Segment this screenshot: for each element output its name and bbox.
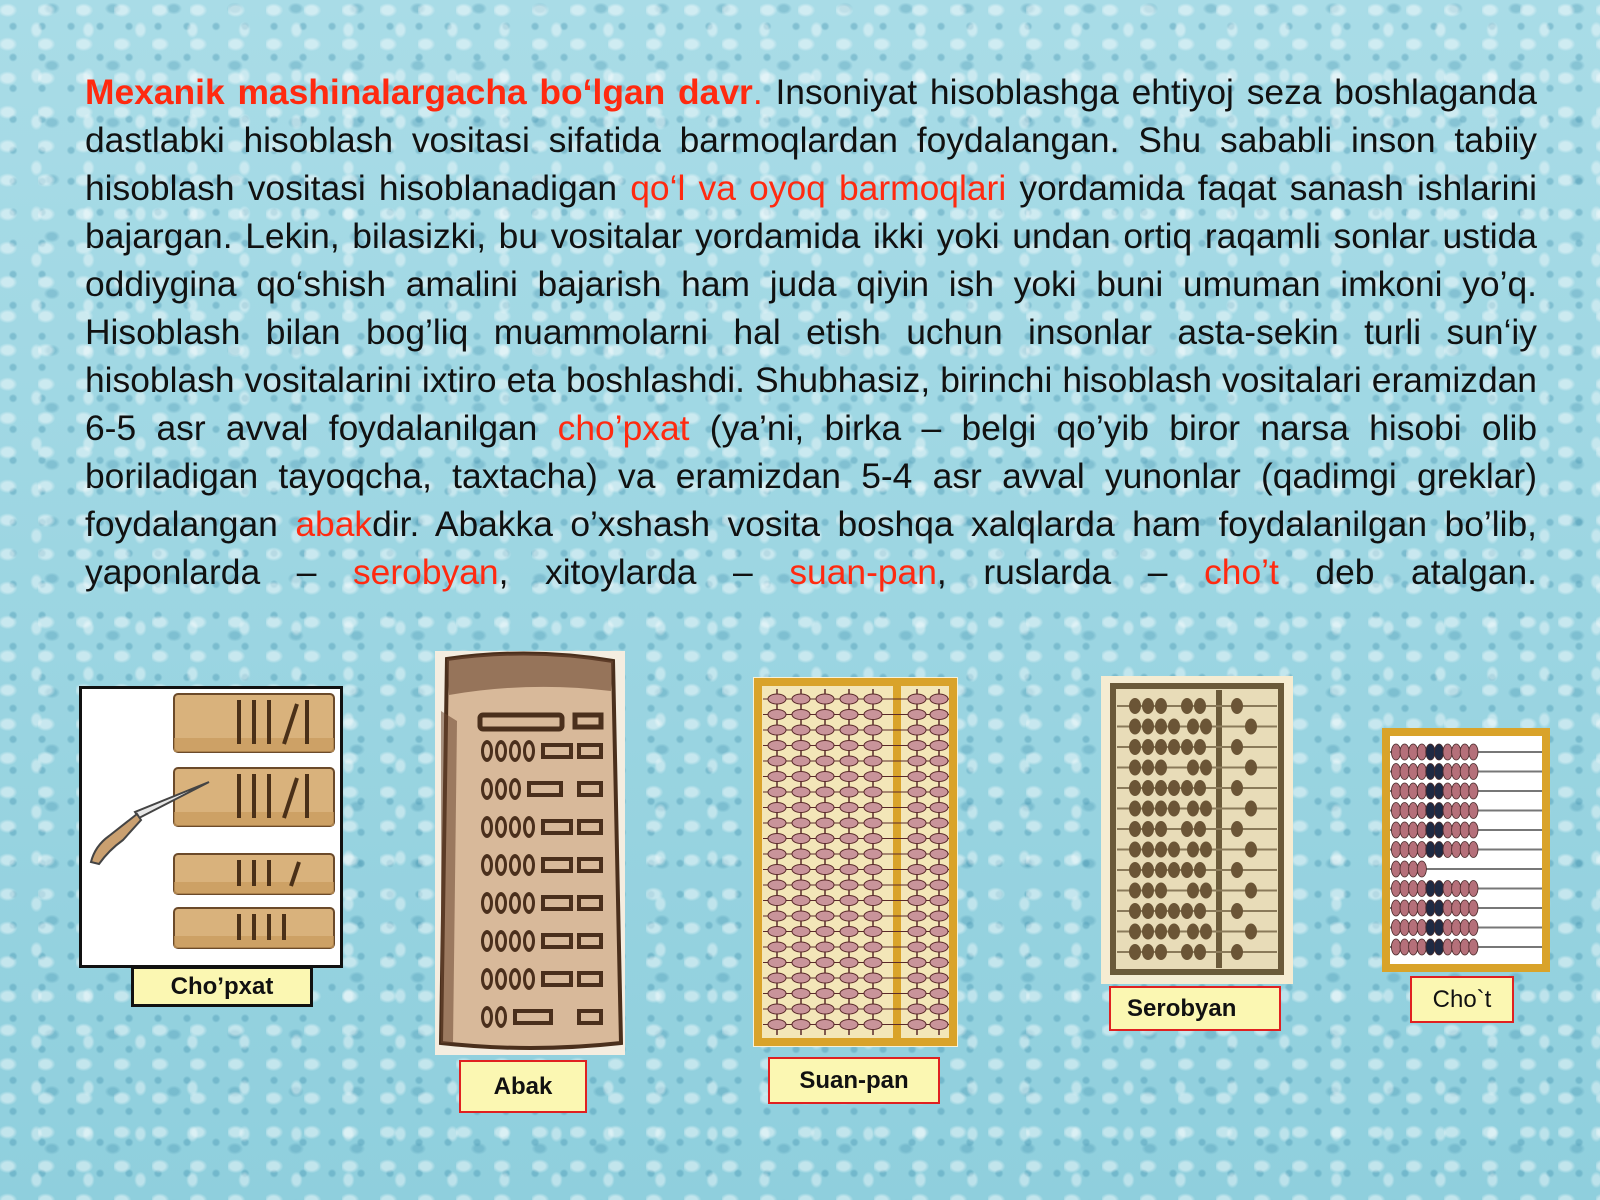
text-segment-1: Insoniyat hisoblashga ehtiyoj seza boshlaganda dastlabki hisoblash vositasi sifatida barmoqlardan foydalangan. Shu sababli inson tabiiy hisoblash vositasi hisoblanadigan [85, 72, 1537, 208]
chopxat-image [79, 686, 343, 968]
text-segment-6: , ruslarda – [936, 552, 1205, 592]
heading-dot: . [752, 72, 763, 112]
text-segment-5: , xitoylarda – [498, 552, 790, 592]
chot-image [1382, 728, 1550, 972]
term-chot: cho’t [1204, 552, 1279, 592]
caption-chot: Cho`t [1410, 976, 1514, 1023]
abak-image [435, 651, 625, 1055]
caption-abak: Abak [459, 1060, 587, 1113]
text-segment-2: yordamida faqat sanash ishlarini bajargan. Lekin, bilasizki, bu vositalar yordamida ikki yoki undan ortiq raqamli sonlar ustida oddiygina qo‘shish amalini bajarish ham juda qiyin ish yoki buni umuman imkoni yo’q. Hisoblash bilan bog’liq muammolarni hal etish uchun insonlar asta-sekin turli sun‘iy hisoblash vositalarini ixtiro eta boshlashdi. Shubhasiz, birinchi hisoblash vositalari eramizdan 6-5 asr avval foydalanilgan [85, 168, 1537, 448]
term-serobyan: serobyan [352, 552, 499, 592]
text-segment-7: deb atalgan. [1278, 552, 1537, 592]
text-segment-3: (ya’ni, birka – belgi qo’yib biror narsa hisobi olib boriladigan tayoqcha, taxtacha) va eramizdan 5-4 asr avval yunonlar (qadimgi greklar) foydalangan [85, 408, 1538, 544]
caption-serobyan: Serobyan [1109, 986, 1281, 1031]
serobyan-image [1101, 676, 1293, 984]
caption-suanpan: Suan-pan [768, 1057, 940, 1104]
term-chopxat: cho’pxat [557, 408, 690, 448]
body-paragraph [85, 68, 1537, 596]
heading-term: Mexanik mashinalargacha bo‘lgan davr [85, 72, 753, 112]
text-segment-4: dir. Abakka o’xshash vosita boshqa xalqlarda ham foydalanilgan bo’lib, yaponlarda – [85, 504, 1537, 592]
term-suanpan: suan-pan [789, 552, 937, 592]
caption-chopxat: Cho’pxat [131, 966, 313, 1007]
suanpan-image [753, 677, 958, 1047]
term-fingers: qo‘l va oyoq barmoqlari [630, 168, 1007, 208]
term-abak: abak [295, 504, 373, 544]
